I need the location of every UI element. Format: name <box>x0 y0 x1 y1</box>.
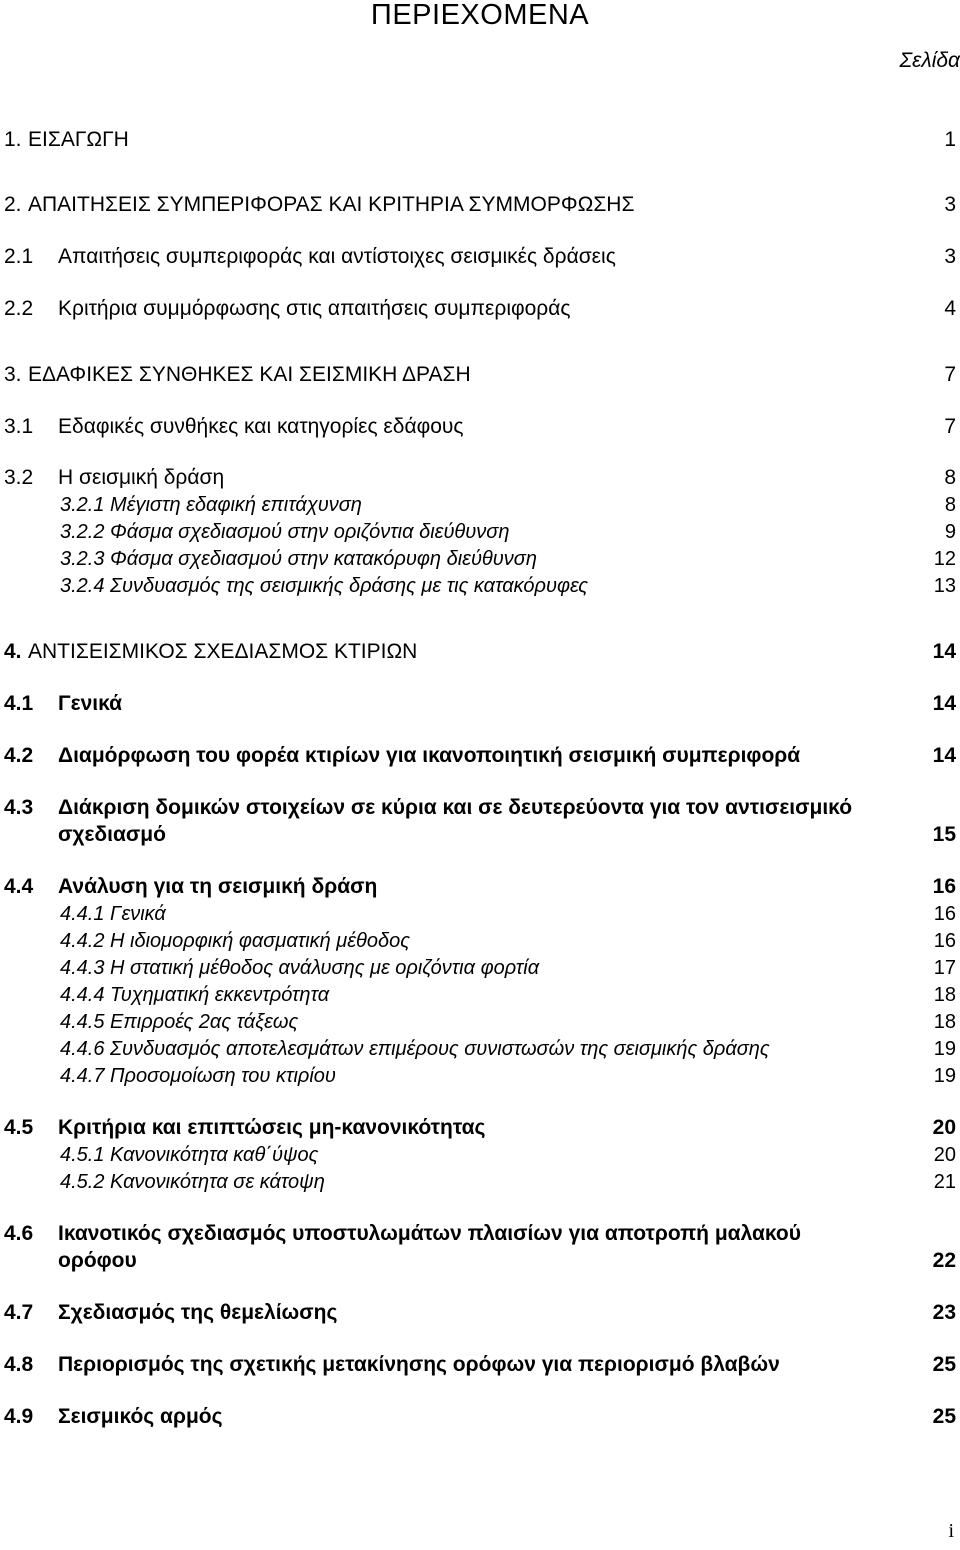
page-column-label: Σελίδα <box>899 49 960 72</box>
entry-page: 18 <box>933 1011 956 1033</box>
entry-page: 16 <box>933 930 956 952</box>
entry-title: Σχεδιασμός της θεμελίωσης <box>58 1301 338 1324</box>
entry-title: ΕΔΑΦΙΚΕΣ ΣΥΝΘΗΚΕΣ ΚΑΙ ΣΕΙΣΜΙΚΗ ΔΡΑΣΗ <box>28 363 471 386</box>
entry-page: 20 <box>933 1144 956 1166</box>
entry-title: Κριτήρια και επιπτώσεις μη-κανονικότητας <box>58 1116 486 1139</box>
entry-title: ΕΙΣΑΓΩΓΗ <box>28 128 129 151</box>
entry-number: 3.2 <box>4 466 34 489</box>
entry-page: 20 <box>932 1116 956 1139</box>
entry-title: 3.2.1 Μέγιστη εδαφική επιτάχυνση <box>60 494 362 516</box>
entry-title: 4.4.2 Η ιδιομορφική φασματική μέθοδος <box>60 930 410 952</box>
entry-page: 8 <box>944 494 956 516</box>
entry-page: 12 <box>933 548 956 570</box>
entry-page: 17 <box>933 957 956 979</box>
entry-number: 2. <box>4 193 22 216</box>
entry-number: 4.7 <box>4 1301 34 1324</box>
entry-title: ορόφου <box>58 1249 137 1272</box>
entry-page: 8 <box>944 466 956 489</box>
entry-page: 23 <box>932 1301 956 1324</box>
entry-title: 3.2.3 Φάσμα σχεδιασμού στην κατακόρυφη διεύθυνση <box>60 548 537 570</box>
entry-page: 1 <box>944 128 956 151</box>
entry-page: 13 <box>933 575 956 597</box>
entry-title: σχεδιασμό <box>58 823 166 846</box>
entry-title: Εδαφικές συνθήκες και κατηγορίες εδάφους <box>58 415 464 438</box>
entry-page: 14 <box>932 744 956 767</box>
entry-number: 4. <box>4 640 22 663</box>
entry-number: 2.1 <box>4 245 34 268</box>
entry-title: Περιορισμός της σχετικής μετακίνησης ορόφων για περιορισμό βλαβών <box>58 1353 780 1376</box>
entry-title: Σεισμικός αρμός <box>58 1405 223 1428</box>
entry-title: ΑΠΑΙΤΗΣΕΙΣ ΣΥΜΠΕΡΙΦΟΡΑΣ ΚΑΙ ΚΡΙΤΗΡΙΑ ΣΥΜΜΟΡΦΩΣΗΣ <box>28 193 635 216</box>
entry-number: 4.8 <box>4 1353 34 1376</box>
entry-title: 4.4.4 Τυχηματική εκκεντρότητα <box>60 984 330 1006</box>
entry-title: Ανάλυση για τη σεισμική δράση <box>58 875 378 898</box>
entry-page: 7 <box>944 363 956 386</box>
entry-page: 15 <box>932 823 956 846</box>
entry-page: 25 <box>932 1405 956 1428</box>
entry-page: 19 <box>933 1038 956 1060</box>
entry-title: 4.4.3 Η στατική μέθοδος ανάλυσης με οριζόντια φορτία <box>60 957 540 979</box>
entry-number: 3.1 <box>4 415 34 438</box>
entry-title: Η σεισμική δράση <box>58 466 225 489</box>
entry-page: 14 <box>932 640 956 663</box>
entry-page: 19 <box>933 1065 956 1087</box>
entry-page: 25 <box>932 1353 956 1376</box>
entry-page: 18 <box>933 984 956 1006</box>
entry-number: 4.4 <box>4 875 34 898</box>
entry-title: 3.2.2 Φάσμα σχεδιασμού στην οριζόντια διεύθυνση <box>60 521 510 543</box>
entry-page: 21 <box>933 1171 956 1193</box>
entry-title: Διάκριση δομικών στοιχείων σε κύρια και σε δευτερεύοντα για τον αντισεισμικό <box>58 796 853 819</box>
entry-page: 3 <box>944 245 956 268</box>
entry-page: 9 <box>944 521 956 543</box>
entry-number: 2.2 <box>4 297 34 320</box>
entry-title: ΑΝΤΙΣΕΙΣΜΙΚΟΣ ΣΧΕΔΙΑΣΜΟΣ ΚΤΙΡΙΩΝ <box>28 640 418 663</box>
entry-title: Ικανοτικός σχεδιασμός υποστυλωμάτων πλαισίων για αποτροπή μαλακού <box>58 1222 801 1245</box>
entry-page: 16 <box>932 875 956 898</box>
entry-page: 22 <box>932 1249 956 1272</box>
entry-number: 4.1 <box>4 692 34 715</box>
entry-number: 1. <box>4 128 22 151</box>
entry-page: 4 <box>944 297 956 320</box>
entry-title: Κριτήρια συμμόρφωσης στις απαιτήσεις συμπεριφοράς <box>58 297 571 320</box>
footer-page-number: i <box>948 1520 954 1542</box>
page-title: ΠΕΡΙΕΧΟΜΕΝΑ <box>370 0 590 31</box>
entry-title: 3.2.4 Συνδυασμός της σεισμικής δράσης με τις κατακόρυφες <box>60 575 589 597</box>
entry-title: 4.4.5 Επιρροές 2ας τάξεως <box>60 1011 299 1033</box>
entry-page: 3 <box>944 193 956 216</box>
entry-title: Γενικά <box>58 692 123 715</box>
entry-title: 4.4.6 Συνδυασμός αποτελεσμάτων επιμέρους συνιστωσών της σεισμικής δράσης <box>60 1038 770 1060</box>
entry-title: 4.4.1 Γενικά <box>60 903 166 925</box>
entry-page: 16 <box>933 903 956 925</box>
entry-title: Απαιτήσεις συμπεριφοράς και αντίστοιχες σεισμικές δράσεις <box>58 245 616 268</box>
entry-page: 7 <box>944 415 956 438</box>
entry-page: 14 <box>932 692 956 715</box>
entry-title: 4.5.1 Κανονικότητα καθ΄ύψος <box>60 1144 319 1166</box>
entry-number: 4.3 <box>4 796 34 819</box>
entry-number: 3. <box>4 363 22 386</box>
entry-number: 4.9 <box>4 1405 34 1428</box>
entry-number: 4.5 <box>4 1116 34 1139</box>
entry-number: 4.6 <box>4 1222 34 1245</box>
entry-title: Διαμόρφωση του φορέα κτιρίων για ικανοποιητική σεισμική συμπεριφορά <box>58 744 801 767</box>
entry-number: 4.2 <box>4 744 34 767</box>
entry-title: 4.4.7 Προσομοίωση του κτιρίου <box>60 1065 336 1087</box>
entry-title: 4.5.2 Κανονικότητα σε κάτοψη <box>60 1171 325 1193</box>
